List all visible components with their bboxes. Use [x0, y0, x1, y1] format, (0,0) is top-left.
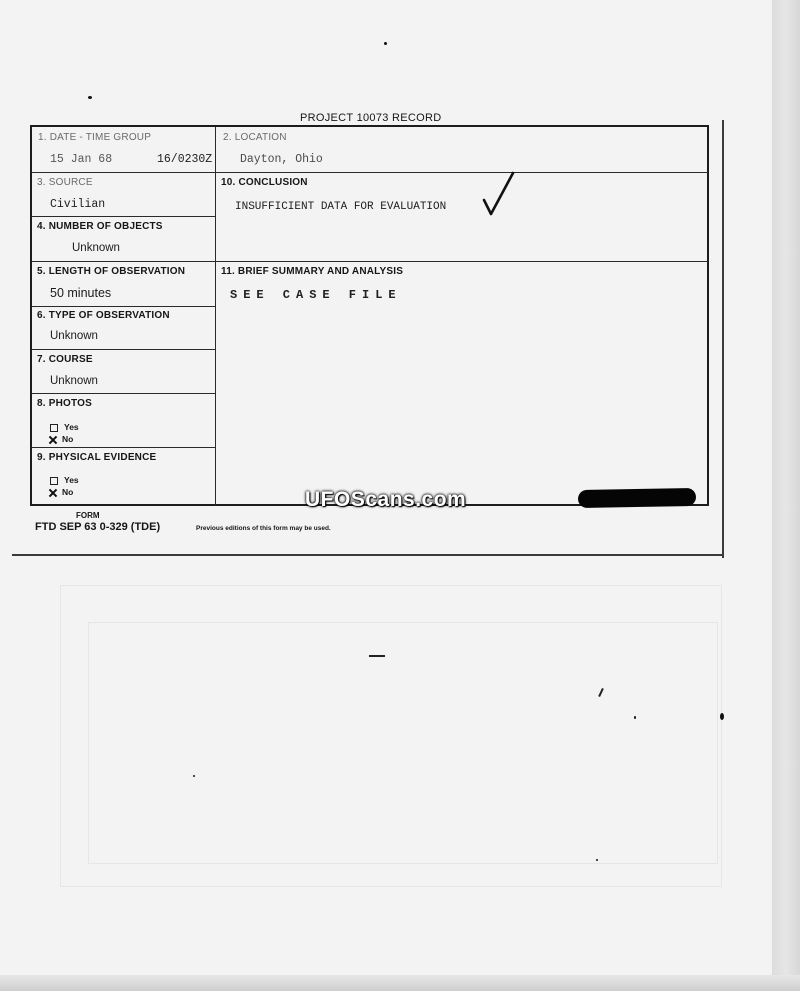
checkbox-checked-icon: [49, 489, 57, 497]
check-mark-icon: [480, 170, 516, 218]
bleed-through-outline: [60, 585, 722, 887]
date-value: 15 Jan 68: [50, 153, 113, 166]
photos-no-option: [49, 434, 73, 444]
footer-form-word: FORM: [76, 511, 100, 520]
frame-line: [722, 120, 724, 558]
checkbox-checked-icon: [49, 436, 57, 444]
redaction-mark: [578, 488, 696, 508]
physical-yes-label: Yes: [64, 475, 79, 485]
column-divider: [215, 127, 216, 505]
num-objects-value: Unknown: [72, 242, 120, 254]
frame-line: [12, 554, 724, 556]
physical-no-label: No: [62, 487, 74, 497]
course-label: 7. COURSE: [37, 354, 93, 365]
photos-yes-option: [50, 422, 79, 432]
row-divider: [31, 216, 215, 217]
photos-yes-label: Yes: [64, 422, 79, 432]
checkbox-empty-icon: [50, 477, 58, 485]
scan-speck: [369, 655, 385, 657]
page-edge-bottom: [0, 975, 800, 991]
row-divider: [31, 447, 215, 448]
checkbox-empty-icon: [50, 424, 58, 432]
form-title: PROJECT 10073 RECORD: [300, 112, 442, 124]
type-label: 6. TYPE OF OBSERVATION: [37, 310, 170, 321]
conclusion-value: INSUFFICIENT DATA FOR EVALUATION: [235, 201, 447, 213]
summary-label: 11. BRIEF SUMMARY AND ANALYSIS: [221, 266, 404, 277]
num-objects-label: 4. NUMBER OF OBJECTS: [37, 221, 163, 232]
scan-speck: [634, 716, 636, 719]
scan-speck: [88, 96, 92, 99]
page-edge: [772, 0, 800, 991]
time-value: 16/0230Z: [157, 153, 213, 166]
scan-speck: [193, 775, 195, 777]
footer-note: Previous editions of this form may be used.: [196, 525, 331, 532]
row-divider: [31, 349, 215, 350]
watermark: UFOScans.com: [305, 488, 467, 511]
physical-yes-option: [50, 475, 79, 485]
source-value: Civilian: [50, 198, 106, 211]
row-divider: [31, 172, 708, 173]
row-divider: [31, 261, 708, 262]
location-label: 2. LOCATION: [223, 132, 287, 143]
scan-speck: [384, 42, 387, 45]
type-value: Unknown: [50, 330, 98, 342]
course-value: Unknown: [50, 375, 98, 387]
conclusion-label: 10. CONCLUSION: [221, 177, 308, 188]
footer-form-code: FTD SEP 63 0-329 (TDE): [35, 521, 161, 533]
source-label: 3. SOURCE: [37, 177, 93, 188]
scan-speck: [596, 859, 598, 861]
length-label: 5. LENGTH OF OBSERVATION: [37, 266, 186, 277]
physical-no-option: [49, 487, 73, 497]
summary-value: SEE CASE FILE: [230, 288, 402, 302]
row-divider: [31, 306, 215, 307]
length-value: 50 minutes: [50, 286, 112, 300]
photos-label: 8. PHOTOS: [37, 398, 92, 409]
photos-no-label: No: [62, 434, 74, 444]
row-divider: [31, 393, 215, 394]
scan-speck: [720, 713, 724, 720]
date-time-label: 1. DATE - TIME GROUP: [38, 132, 152, 143]
physical-label: 9. PHYSICAL EVIDENCE: [37, 452, 157, 463]
location-value: Dayton, Ohio: [240, 153, 323, 166]
